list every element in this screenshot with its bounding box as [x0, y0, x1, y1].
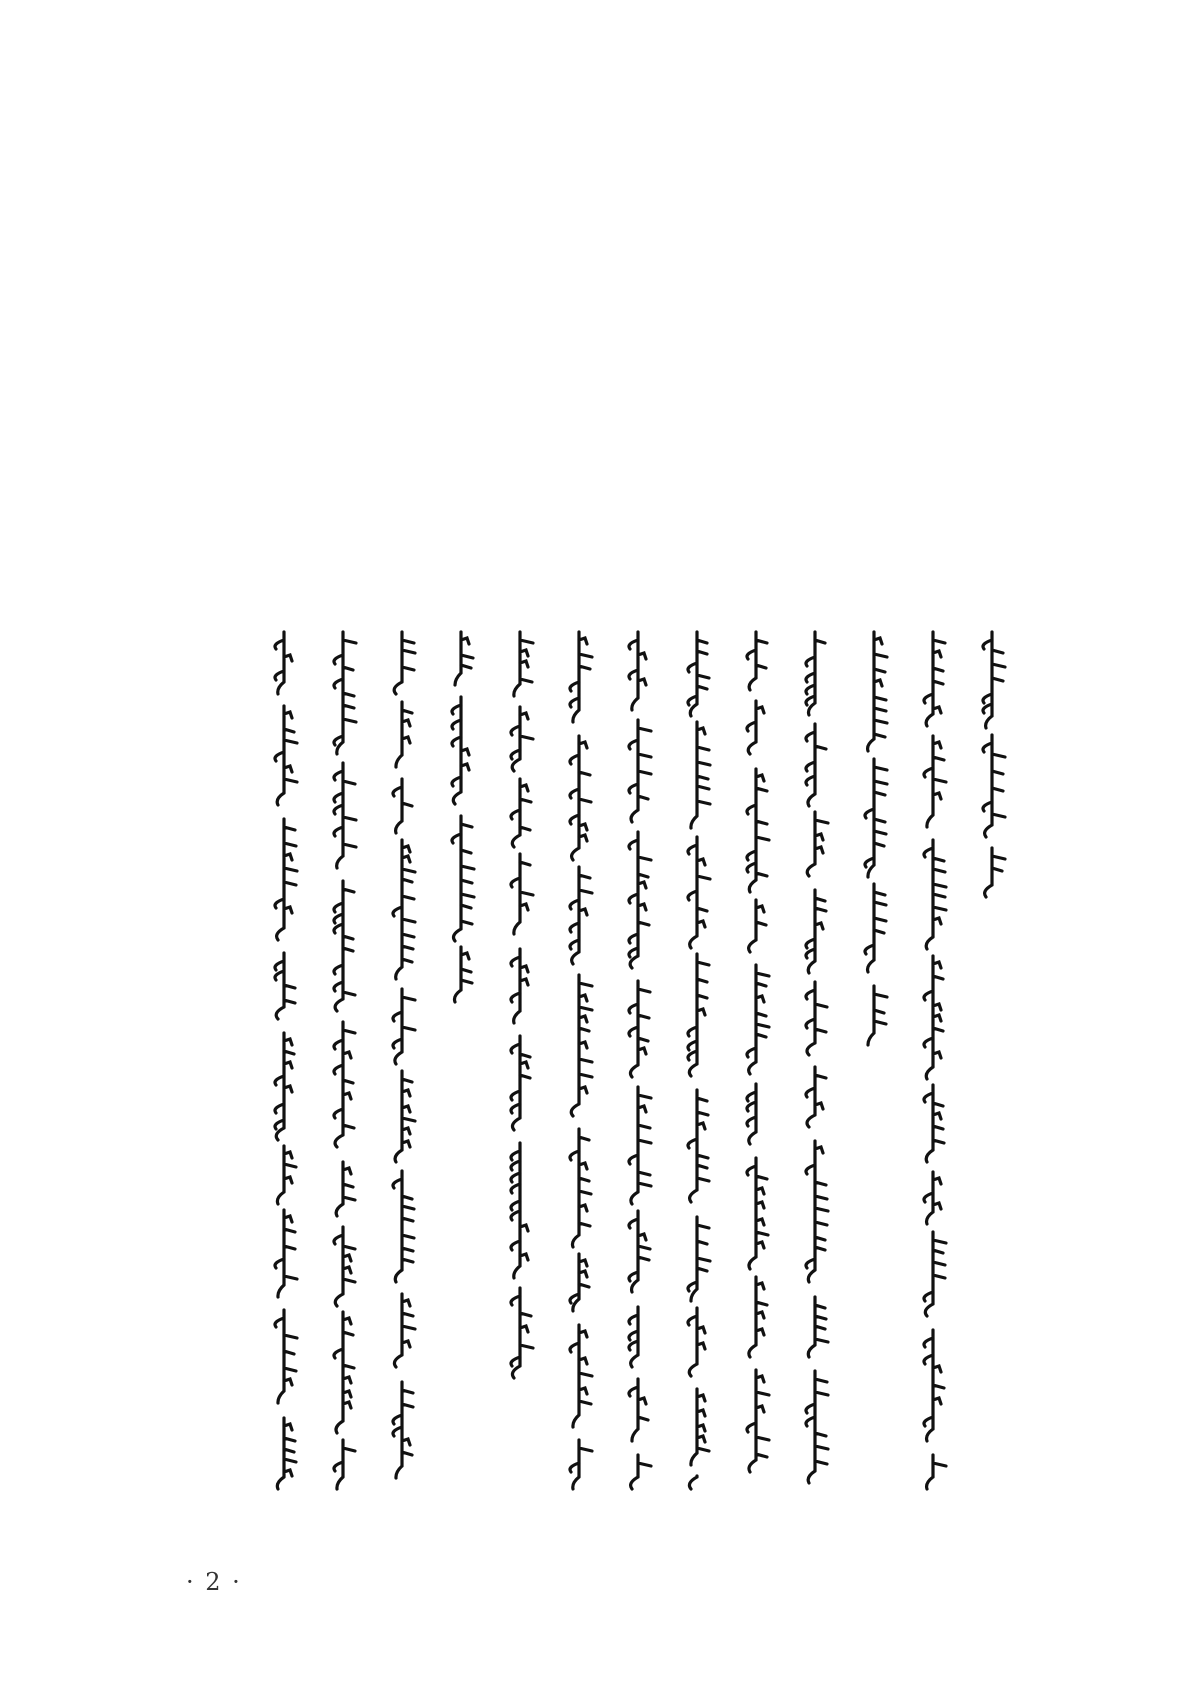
text-column [325, 626, 361, 1496]
page-number: · 2 · [186, 1568, 242, 1596]
column-text [325, 626, 361, 1496]
column-text [620, 626, 656, 1496]
text-column [266, 626, 302, 1496]
column-text [974, 626, 1010, 1496]
text-column [384, 626, 420, 1496]
column-text [384, 626, 420, 1496]
text-column [443, 626, 479, 1496]
column-text [797, 626, 833, 1496]
text-column [620, 626, 656, 1496]
column-text [502, 626, 538, 1496]
text-column [738, 626, 774, 1496]
text-column [915, 626, 951, 1496]
column-text [561, 626, 597, 1496]
column-text [679, 626, 715, 1496]
text-column [561, 626, 597, 1496]
text-column [679, 626, 715, 1496]
column-text [443, 626, 479, 1496]
mongolian-text-block [180, 626, 1010, 1496]
text-column [797, 626, 833, 1496]
column-text [266, 626, 302, 1496]
text-column [856, 626, 892, 1496]
column-text [915, 626, 951, 1496]
column-text [856, 626, 892, 1496]
text-column [974, 626, 1010, 1496]
text-column [502, 626, 538, 1496]
column-text [738, 626, 774, 1496]
